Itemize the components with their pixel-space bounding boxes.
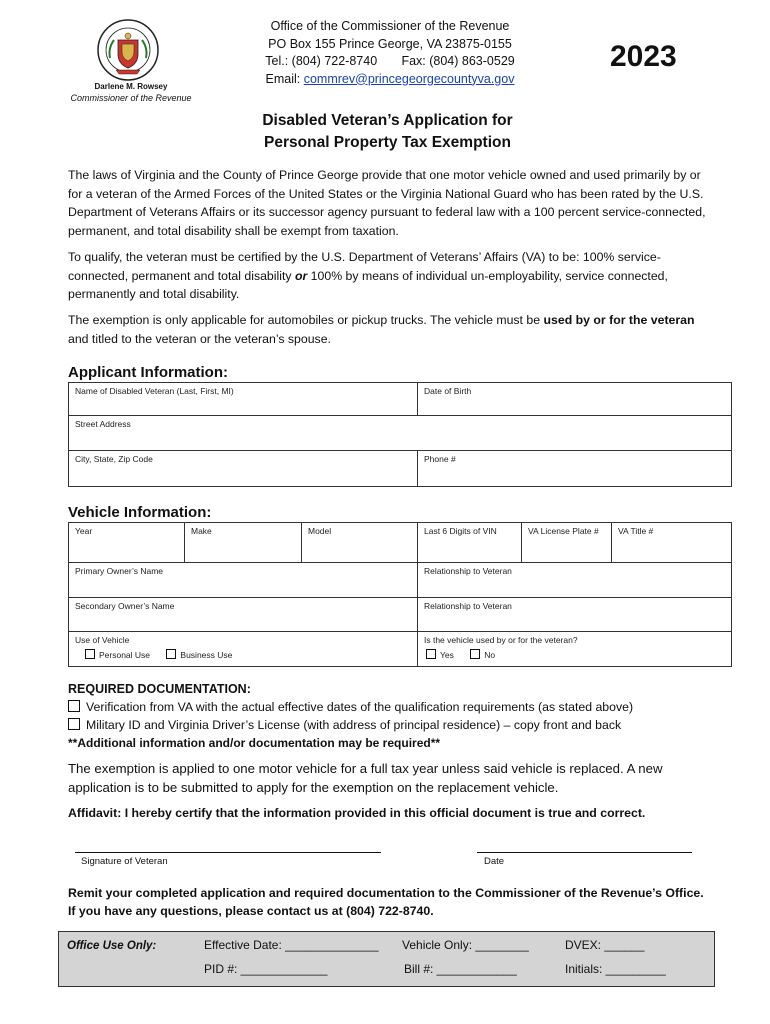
yes-label: Yes	[440, 650, 454, 660]
city-state-zip-field[interactable]	[69, 451, 418, 486]
intro-paragraph-2	[68, 248, 708, 304]
office-line: PO Box 155 Prince George, VA 23875-0155	[268, 36, 512, 51]
field-label: Name of Disabled Veteran (Last, First, MI)	[75, 386, 234, 396]
business-use-option[interactable]	[166, 649, 232, 660]
effective-date-field[interactable]: Effective Date: ______________	[204, 938, 379, 952]
required-docs-heading: REQUIRED DOCUMENTATION:	[68, 682, 251, 696]
year-field[interactable]	[69, 523, 185, 562]
model-field[interactable]	[302, 523, 418, 562]
field-label: Relationship to Veteran	[424, 566, 512, 576]
personal-use-label: Personal Use	[99, 650, 151, 660]
form-year: 2023	[610, 40, 677, 73]
required-doc-text: Military ID and Virginia Driver’s License (with address of principal residence) – copy front and back	[86, 718, 622, 732]
no-checkbox[interactable]	[470, 649, 480, 659]
field-label: Street Address	[75, 419, 131, 429]
office-address-block	[230, 18, 550, 88]
field-label: Make	[191, 526, 212, 536]
email-link[interactable]: commrev@princegeorgecountyva.gov	[303, 71, 515, 86]
vehicle-info-table	[68, 522, 732, 667]
exemption-note: The exemption is applied to one motor vehicle for a full tax year unless said vehicle is replaced. A new application is to be submitted to apply for the exemption on the replacement vehicle.	[68, 761, 663, 795]
form-title-line-2: Personal Property Tax Exemption	[264, 134, 511, 151]
para2-text-a: To qualify, the veteran must be certified by the U.S. Department of Veterans’ Affairs (VA) to be: 100% service-connected, permanent and total disability	[68, 250, 661, 283]
street-address-field[interactable]	[69, 416, 731, 450]
secondary-relationship-field[interactable]	[418, 598, 731, 631]
bill-field[interactable]: Bill #: ____________	[404, 962, 517, 976]
form-title	[190, 110, 585, 154]
email-label: Email:	[265, 71, 304, 86]
no-option[interactable]	[470, 649, 495, 660]
remit-instructions	[68, 884, 748, 920]
secondary-owner-field[interactable]	[69, 598, 418, 631]
applicant-heading: Applicant Information:	[68, 364, 228, 381]
va-verification-checkbox[interactable]	[68, 700, 80, 712]
para3-text-a: The exemption is only applicable for automobiles or pickup trucks. The vehicle must be	[68, 313, 544, 327]
required-doc-item[interactable]	[68, 700, 633, 714]
field-label: Model	[308, 526, 332, 536]
field-label: Phone #	[424, 454, 456, 464]
personal-use-option[interactable]	[85, 649, 150, 660]
vehicle-use-field	[69, 632, 418, 666]
office-email-line	[230, 71, 550, 89]
pid-field[interactable]: PID #: _____________	[204, 962, 328, 976]
used-by-veteran-field	[418, 632, 731, 666]
field-label: VA Title #	[618, 526, 654, 536]
office-line: Tel.: (804) 722-8740 Fax: (804) 863-0529	[265, 54, 515, 68]
office-use-box	[58, 931, 715, 987]
no-label: No	[484, 650, 496, 660]
dvex-field[interactable]: DVEX: ______	[565, 938, 645, 952]
affidavit-statement: Affidavit: I hereby certify that the information provided in this official document is true and correct.	[68, 806, 646, 820]
official-title: Commissioner of the Revenue	[70, 93, 192, 103]
primary-owner-field[interactable]	[69, 563, 418, 597]
field-label: Year	[75, 526, 93, 536]
primary-relationship-field[interactable]	[418, 563, 731, 597]
make-field[interactable]	[185, 523, 302, 562]
official-name: Darlene M. Rowsey	[94, 82, 168, 91]
required-doc-item[interactable]	[68, 718, 621, 732]
date-line[interactable]	[477, 852, 692, 853]
field-label: Primary Owner’s Name	[75, 566, 164, 576]
field-label: VA License Plate #	[528, 526, 599, 536]
yes-option[interactable]	[426, 649, 454, 660]
military-id-checkbox[interactable]	[68, 718, 80, 730]
intro-paragraph-1: The laws of Virginia and the County of Prince George provide that one motor vehicle owned and used primarily by or for a veteran of the Armed Forces of the United States or the Virginia National Guard who has been rated by the U.S. Department of Veterans Affairs or its successor agency pursuant to federal law with a 100 percent service-connected, permanent, and total disability shall be exempt from taxation.	[68, 168, 706, 238]
field-label: Use of Vehicle	[75, 635, 130, 645]
field-label: Is the vehicle used by or for the veteran?	[424, 635, 578, 645]
veteran-name-field[interactable]	[69, 383, 418, 415]
required-doc-text: Verification from VA with the actual effective dates of the qualification requirements (as stated above)	[86, 700, 634, 714]
va-title-field[interactable]	[612, 523, 731, 562]
date-of-birth-field[interactable]	[418, 383, 731, 415]
form-title-line-1: Disabled Veteran’s Application for	[262, 112, 513, 129]
yes-checkbox[interactable]	[426, 649, 436, 659]
date-label: Date	[484, 856, 505, 867]
vehicle-only-field[interactable]: Vehicle Only: ________	[402, 938, 529, 952]
office-use-label: Office Use Only:	[67, 940, 157, 952]
county-seal-logo	[96, 18, 160, 82]
field-label: City, State, Zip Code	[75, 454, 153, 464]
personal-use-checkbox[interactable]	[85, 649, 95, 659]
applicant-info-table	[68, 382, 732, 487]
field-label: Secondary Owner’s Name	[75, 601, 175, 611]
para2-or-emphasis: or	[294, 268, 308, 283]
additional-docs-note: **Additional information and/or documentation may be required**	[68, 736, 441, 750]
signature-line[interactable]	[75, 852, 381, 853]
intro-paragraph-3	[68, 311, 708, 348]
field-label: Relationship to Veteran	[424, 601, 512, 611]
license-plate-field[interactable]	[522, 523, 612, 562]
remit-line-1: Remit your completed application and required documentation to the Commissioner of the Revenue’s Office.	[68, 886, 704, 900]
vehicle-heading: Vehicle Information:	[68, 504, 212, 521]
para2-text-b: 100% by means of individual un-employability, service connected, permanently and total disability.	[68, 268, 668, 301]
office-line: Office of the Commissioner of the Revenue	[270, 19, 510, 33]
vin-field[interactable]	[418, 523, 522, 562]
business-use-checkbox[interactable]	[166, 649, 176, 659]
business-use-label: Business Use	[180, 650, 233, 660]
field-label: Date of Birth	[424, 386, 472, 396]
signature-label: Signature of Veteran	[81, 856, 168, 867]
initials-field[interactable]: Initials: _________	[565, 962, 666, 976]
phone-field[interactable]	[418, 451, 731, 486]
para3-text-b: and titled to the veteran or the veteran’s spouse.	[68, 331, 331, 346]
field-label: Last 6 Digits of VIN	[424, 526, 497, 536]
para3-bold: used by or for the veteran	[543, 313, 695, 327]
remit-line-2: If you have any questions, please contact us at (804) 722-8740.	[68, 904, 434, 918]
